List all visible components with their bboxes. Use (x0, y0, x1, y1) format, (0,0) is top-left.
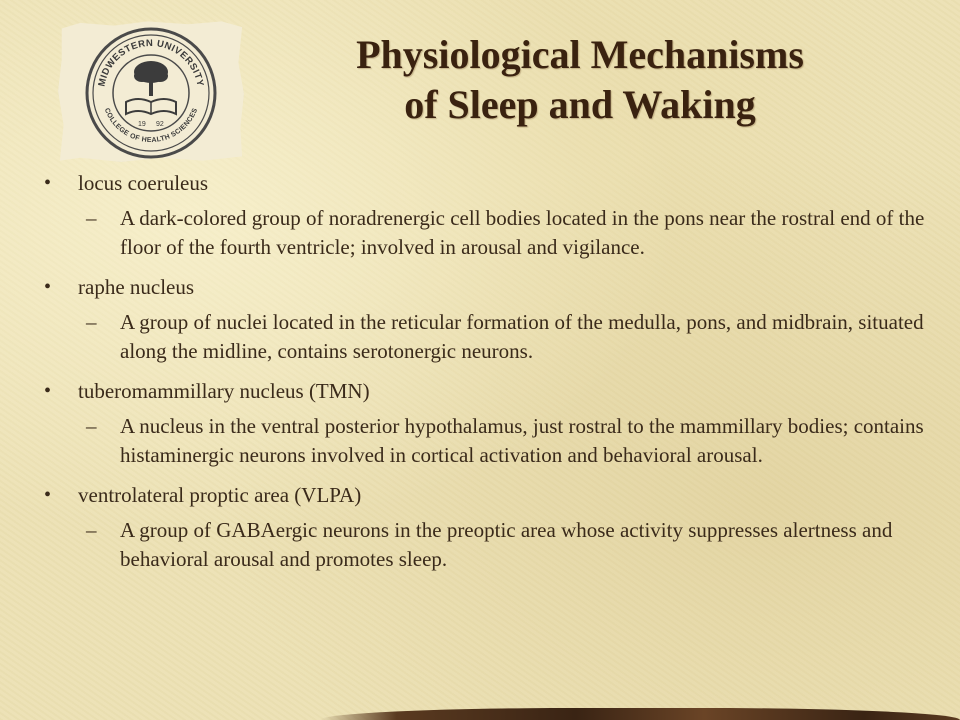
seal-year-left: 19 (138, 121, 146, 128)
dash-marker: – (86, 518, 97, 542)
tree-icon (134, 61, 168, 96)
list-item-term (42, 376, 942, 406)
bullet-marker: • (44, 172, 52, 194)
term-text: ventrolateral proptic area (VLPA) (78, 483, 362, 507)
list-item-term (42, 480, 942, 510)
slide-title-line-2: of Sleep and Waking (404, 82, 756, 127)
term-text: tuberomammillary nucleus (TMN) (78, 379, 370, 403)
university-seal-logo (84, 26, 218, 160)
definition-text: A nucleus in the ventral posterior hypothalamus, just rostral to the mammillary bodies; contains histaminergic neurons involved in cortical activation and behavioral arousal. (120, 414, 924, 467)
open-book-icon (126, 99, 176, 114)
dash-marker: – (86, 310, 97, 334)
slide-title (250, 30, 910, 130)
list-item-definition (42, 308, 942, 366)
term-text: raphe nucleus (78, 275, 195, 299)
term-text: locus coeruleus (78, 171, 209, 195)
seal-ring-text: MIDWESTERN UNIVERSITY (96, 37, 206, 88)
list-item-definition (42, 516, 942, 574)
bullet-marker: • (44, 276, 52, 298)
list-item-term (42, 168, 942, 198)
definition-text: A dark-colored group of noradrenergic cell bodies located in the pons near the rostral end of the floor of the fourth ventricle; involved in arousal and vigilance. (120, 206, 925, 259)
definition-text: A group of GABAergic neurons in the preoptic area whose activity suppresses alertness and behavioral arousal and promotes sleep. (120, 518, 893, 571)
dash-marker: – (86, 414, 97, 438)
seal-bottom-text: COLLEGE OF HEALTH SCIENCES (102, 107, 200, 145)
seal-year-right: 92 (156, 121, 164, 128)
decorative-bottom-band (320, 708, 960, 720)
slide-title-line-1: Physiological Mechanisms (356, 32, 804, 77)
list-item-definition (42, 412, 942, 470)
bullet-marker: • (44, 380, 52, 402)
content-list (42, 168, 942, 584)
definition-text: A group of nuclei located in the reticular formation of the medulla, pons, and midbrain, situated along the midline, contains serotonergic neurons. (120, 310, 924, 363)
bullet-marker: • (44, 484, 52, 506)
list-item-term (42, 272, 942, 302)
list-item-definition (42, 204, 942, 262)
dash-marker: – (86, 206, 97, 230)
